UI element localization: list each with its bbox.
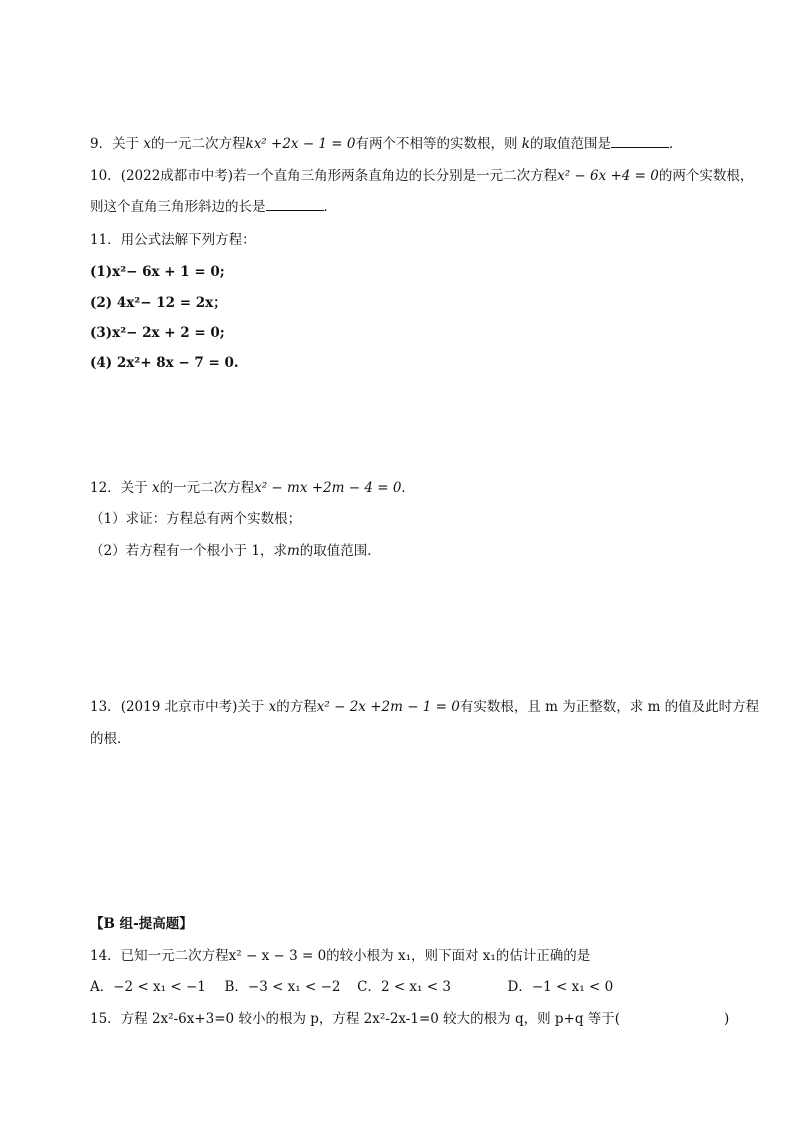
q14-option-a: A．−2 < x₁ < −1 bbox=[90, 979, 206, 995]
q9-text: 关于 bbox=[112, 136, 140, 152]
group-b-heading: 【B 组-提高题】 bbox=[90, 916, 193, 932]
question-10 bbox=[90, 166, 754, 186]
q12-text: 的一元二次方程 bbox=[159, 480, 255, 496]
q9-variable: x bbox=[143, 136, 152, 152]
q12-part-2-text: （2）若方程有一个根小于 1，求 bbox=[90, 543, 287, 559]
q10-text-2: 的两个实数根， bbox=[658, 168, 754, 184]
q11-item-1: (1)x²− 6x + 1 = 0; bbox=[90, 264, 225, 280]
q13-variable: x bbox=[268, 699, 277, 715]
q13-number: 13． bbox=[90, 699, 121, 715]
q12-number: 12．关于 bbox=[90, 480, 148, 496]
q13-source: (2019 北京市中考) bbox=[120, 699, 238, 715]
q9-number: 9． bbox=[90, 136, 113, 152]
q12-part-2-text-2: 的取值范围． bbox=[299, 543, 381, 559]
q12-end: ． bbox=[401, 480, 415, 496]
q9-answer-blank bbox=[611, 135, 669, 148]
q12-equation: x² − mx +2m − 4 = 0 bbox=[254, 480, 402, 496]
q10-text: 若一个直角三角形两条直角边的长分别是一元二次方程 bbox=[233, 168, 558, 184]
q14-option-b: B．−3 < x₁ < −2 bbox=[224, 979, 341, 995]
q10-answer-blank bbox=[266, 198, 324, 211]
q10-number: 10． bbox=[90, 168, 121, 184]
question-11-title: 11．用公式法解下列方程： bbox=[90, 232, 256, 248]
q9-k: k bbox=[521, 136, 530, 152]
q13-text-2: 的方程 bbox=[276, 699, 317, 715]
q15-close-paren: ) bbox=[724, 1011, 730, 1027]
q10-text-3: 则这个直角三角形斜边的长是 bbox=[90, 199, 266, 215]
q9-end: ． bbox=[668, 136, 683, 152]
question-9 bbox=[90, 134, 734, 154]
q14-options bbox=[90, 977, 734, 997]
q10-equation: x² − 6x +4 = 0 bbox=[557, 168, 659, 184]
q10-end: ． bbox=[323, 199, 337, 215]
q11-item-4: (4) 2x²+ 8x − 7 = 0. bbox=[90, 355, 239, 371]
question-13-cont: 的根． bbox=[90, 731, 131, 747]
q13-text-3: 有实数根，且 m 为正整数，求 m 的值及此时方程 bbox=[459, 699, 760, 715]
q14-option-d: D．−1 < x₁ < 0 bbox=[507, 979, 614, 995]
q13-equation: x² − 2x +2m − 1 = 0 bbox=[316, 699, 460, 715]
question-13 bbox=[90, 697, 760, 717]
question-12 bbox=[90, 478, 734, 498]
q12-variable: x bbox=[151, 480, 160, 496]
question-14: 14．已知一元二次方程x² − x − 3 = 0的较小根为 x₁，则下面对 x₁的估计正确的是 bbox=[90, 948, 591, 964]
q14-option-c: C．2 < x₁ < 3 bbox=[357, 979, 451, 995]
q9-text-3: 有两个不相等的实数根，则 bbox=[355, 136, 518, 152]
q12-part-2 bbox=[90, 541, 734, 561]
q12-part-2-m: m bbox=[286, 543, 300, 559]
q9-equation: kx² +2x − 1 = 0 bbox=[245, 136, 356, 152]
q11-item-2: (2) 4x²− 12 = 2x； bbox=[90, 295, 227, 311]
q10-source: (2022成都市中考) bbox=[120, 168, 234, 184]
q9-text-4: 的取值范围是 bbox=[529, 136, 611, 152]
q9-text-2: 的一元二次方程 bbox=[151, 136, 246, 152]
q13-text: 关于 bbox=[237, 699, 265, 715]
q15-text: 15．方程 2x²-6x+3=0 较小的根为 p，方程 2x²-2x-1=0 较大的根为 q，则 p+q 等于( bbox=[90, 1011, 621, 1027]
question-15 bbox=[90, 1009, 734, 1029]
q12-part-1: （1）求证：方程总有两个实数根； bbox=[90, 511, 302, 527]
question-10-cont bbox=[90, 197, 734, 217]
q11-item-3: (3)x²− 2x + 2 = 0; bbox=[90, 325, 225, 341]
